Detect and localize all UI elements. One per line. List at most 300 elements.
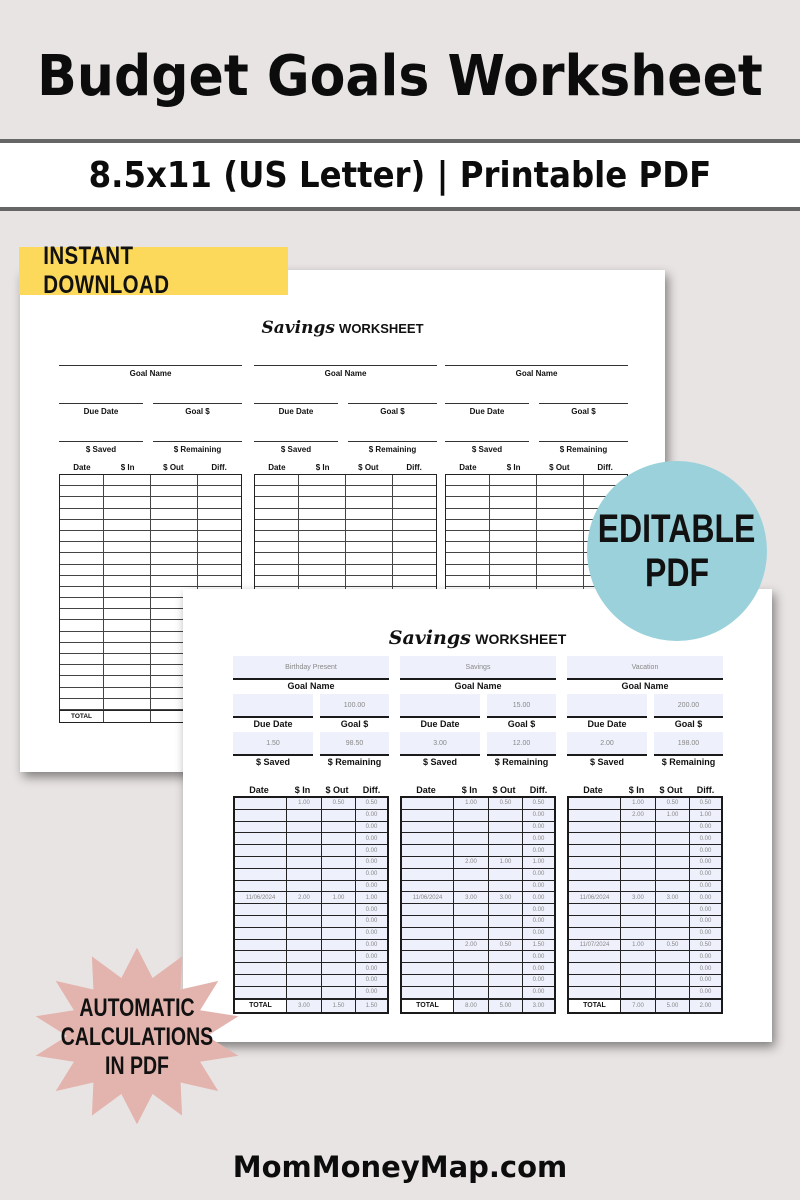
cell[interactable] <box>489 869 523 880</box>
table-row <box>402 987 554 999</box>
cell[interactable] <box>287 904 322 915</box>
cell[interactable] <box>489 881 523 892</box>
cell: 0.00 <box>690 857 721 868</box>
col-date: Date <box>583 785 603 795</box>
remaining-line <box>539 441 628 442</box>
cell[interactable] <box>322 940 356 951</box>
cell[interactable] <box>489 975 523 986</box>
goal-name-label: Goal Name <box>324 369 367 378</box>
cell[interactable] <box>454 916 489 927</box>
cell[interactable]: 1.00 <box>287 798 322 809</box>
cell[interactable] <box>454 822 489 833</box>
cell[interactable]: 11/07/2024 <box>569 940 621 951</box>
remaining-field[interactable]: 12.00 <box>487 732 556 754</box>
col-out: $ Out <box>163 463 184 472</box>
cell[interactable] <box>287 857 322 868</box>
due-date-field[interactable] <box>233 694 313 716</box>
cell[interactable] <box>402 951 454 962</box>
cell[interactable] <box>656 857 690 868</box>
cell[interactable] <box>489 916 523 927</box>
total-cell: TOTAL <box>235 1000 287 1012</box>
cell: 0.00 <box>690 951 721 962</box>
cell[interactable] <box>454 951 489 962</box>
cell[interactable] <box>569 904 621 915</box>
table-row <box>255 565 436 576</box>
table-row <box>255 520 436 531</box>
saved-field[interactable]: 3.00 <box>400 732 480 754</box>
cell[interactable] <box>454 904 489 915</box>
cell: 0.00 <box>523 904 554 915</box>
cell[interactable] <box>621 833 656 844</box>
cell[interactable] <box>569 916 621 927</box>
table-row <box>235 833 387 845</box>
table-row <box>402 963 554 975</box>
table-row <box>402 916 554 928</box>
table-row <box>402 928 554 940</box>
table-header <box>567 785 723 795</box>
cell[interactable] <box>656 881 690 892</box>
auto-label-line1: AUTOMATIC <box>79 994 195 1022</box>
cell[interactable]: 0.50 <box>489 940 523 951</box>
cell[interactable] <box>569 833 621 844</box>
cell[interactable] <box>235 857 287 868</box>
table-row <box>569 940 721 952</box>
cell[interactable] <box>235 916 287 927</box>
cell[interactable]: 3.00 <box>454 892 489 903</box>
table-row <box>402 845 554 857</box>
table-row <box>60 531 241 542</box>
table-row <box>60 576 241 587</box>
cell[interactable] <box>322 833 356 844</box>
editable-label-line1: EDITABLE <box>598 507 756 551</box>
cell: 1.00 <box>356 892 387 903</box>
goal-amount-field[interactable]: 200.00 <box>654 694 723 716</box>
cell: 0.00 <box>356 987 387 998</box>
cell: 0.00 <box>523 987 554 998</box>
cell: 0.00 <box>356 940 387 951</box>
cell: 0.50 <box>523 798 554 809</box>
cell[interactable] <box>454 869 489 880</box>
due-date-field[interactable] <box>400 694 480 716</box>
saved-line <box>254 441 338 442</box>
cell[interactable]: 11/06/2024 <box>569 892 621 903</box>
cell: 1.00 <box>523 857 554 868</box>
cell[interactable] <box>569 810 621 821</box>
table-row <box>402 881 554 893</box>
cell[interactable] <box>454 833 489 844</box>
cell[interactable] <box>235 833 287 844</box>
cell[interactable] <box>322 928 356 939</box>
table-row <box>235 963 387 975</box>
cell[interactable] <box>287 916 322 927</box>
cell[interactable] <box>235 928 287 939</box>
col-out: $ Out <box>492 785 516 795</box>
saved-label: $ Saved <box>589 757 625 767</box>
col-date: Date <box>249 785 269 795</box>
due-date-field[interactable] <box>567 694 647 716</box>
table-row <box>255 542 436 553</box>
table-row <box>235 940 387 952</box>
cell[interactable]: 0.50 <box>656 798 690 809</box>
cell[interactable] <box>322 951 356 962</box>
cell[interactable]: 3.00 <box>489 892 523 903</box>
cell[interactable]: 1.00 <box>621 798 656 809</box>
table-row <box>569 810 721 822</box>
table-row <box>402 940 554 952</box>
cell[interactable] <box>235 822 287 833</box>
table-row <box>235 892 387 904</box>
cell[interactable]: 0.50 <box>656 940 690 951</box>
cell[interactable]: 3.00 <box>656 892 690 903</box>
cell[interactable] <box>621 916 656 927</box>
cell: 0.00 <box>690 916 721 927</box>
cell[interactable] <box>569 822 621 833</box>
cell[interactable]: 1.00 <box>621 940 656 951</box>
cell[interactable] <box>569 928 621 939</box>
cell[interactable] <box>402 987 454 998</box>
cell[interactable] <box>621 975 656 986</box>
cell[interactable] <box>621 869 656 880</box>
cell[interactable] <box>569 951 621 962</box>
table-header <box>400 785 556 795</box>
table-row <box>569 822 721 834</box>
cell[interactable] <box>322 963 356 974</box>
cell[interactable] <box>322 869 356 880</box>
total-cell: 3.00 <box>287 1000 322 1012</box>
goal-name-label: Goal Name <box>515 369 558 378</box>
cell[interactable] <box>402 904 454 915</box>
cell[interactable]: 0.50 <box>489 798 523 809</box>
worksheet-title <box>20 318 665 338</box>
cell[interactable] <box>621 857 656 868</box>
cell[interactable] <box>402 869 454 880</box>
table-header <box>254 463 437 472</box>
cell[interactable] <box>402 916 454 927</box>
cell[interactable] <box>322 881 356 892</box>
cell[interactable] <box>489 833 523 844</box>
cell[interactable] <box>287 951 322 962</box>
cell[interactable] <box>402 833 454 844</box>
table-row <box>255 576 436 587</box>
cell[interactable] <box>287 940 322 951</box>
cell[interactable]: 2.00 <box>454 940 489 951</box>
cell[interactable] <box>287 822 322 833</box>
cell[interactable] <box>402 963 454 974</box>
cell[interactable] <box>322 987 356 998</box>
filled-worksheet-preview <box>183 589 772 1042</box>
table-row <box>569 798 721 810</box>
saved-label: $ Saved <box>422 757 458 767</box>
due-date-line <box>254 403 338 404</box>
cell[interactable] <box>402 881 454 892</box>
col-out: $ Out <box>358 463 379 472</box>
total-row <box>402 999 554 1012</box>
cell: 0.00 <box>523 975 554 986</box>
cell: 0.50 <box>690 798 721 809</box>
cell: 0.00 <box>356 833 387 844</box>
cell[interactable] <box>287 881 322 892</box>
col-diff: Diff. <box>696 785 715 795</box>
total-row: TOTAL <box>60 710 241 722</box>
col-date: Date <box>268 463 286 472</box>
cell[interactable] <box>569 987 621 998</box>
automatic-calculations-badge <box>30 948 244 1124</box>
cell[interactable] <box>621 963 656 974</box>
cell[interactable] <box>569 881 621 892</box>
cell[interactable] <box>489 928 523 939</box>
table-row <box>569 881 721 893</box>
remaining-label: $ Remaining <box>327 757 382 767</box>
cell: 0.00 <box>690 833 721 844</box>
goal-name-field[interactable]: Birthday Present <box>233 656 389 678</box>
cell[interactable] <box>322 810 356 821</box>
table-row <box>446 475 627 486</box>
cell[interactable] <box>489 951 523 962</box>
remaining-line <box>348 441 437 442</box>
total-cell: 5.00 <box>656 1000 690 1012</box>
table-row <box>60 509 241 520</box>
goal-amount-label: Goal $ <box>340 719 369 729</box>
cell[interactable] <box>402 940 454 951</box>
cell[interactable] <box>287 810 322 821</box>
table-row <box>569 904 721 916</box>
saved-label: $ Saved <box>471 445 503 454</box>
cell[interactable] <box>656 928 690 939</box>
cell[interactable] <box>656 975 690 986</box>
col-diff: Diff. <box>597 463 613 472</box>
table-row <box>60 475 241 486</box>
cell[interactable] <box>621 987 656 998</box>
table-header <box>233 785 389 795</box>
total-cell: 5.00 <box>489 1000 523 1012</box>
cell[interactable] <box>489 810 523 821</box>
table-row <box>60 486 241 497</box>
subtitle-band <box>0 139 800 211</box>
goal-name-line <box>445 365 628 366</box>
table-row <box>402 798 554 810</box>
cell[interactable] <box>322 845 356 856</box>
total-cell: TOTAL <box>402 1000 454 1012</box>
col-in: $ In <box>120 463 135 472</box>
cell[interactable] <box>489 904 523 915</box>
cell[interactable] <box>656 987 690 998</box>
remaining-line <box>153 441 242 442</box>
total-cell: 8.00 <box>454 1000 489 1012</box>
col-out: $ Out <box>549 463 570 472</box>
cell[interactable] <box>402 822 454 833</box>
cell[interactable]: 1.00 <box>489 857 523 868</box>
transactions-table <box>400 796 556 1014</box>
cell[interactable]: 11/06/2024 <box>235 892 287 903</box>
goal-name-field[interactable]: Vacation <box>567 656 723 678</box>
worksheet-title-script: Savings <box>388 627 471 649</box>
remaining-label: $ Remaining <box>368 445 417 454</box>
cell[interactable] <box>402 928 454 939</box>
cell: 0.00 <box>356 975 387 986</box>
remaining-field[interactable]: 98.50 <box>320 732 389 754</box>
goal-amount-field[interactable]: 15.00 <box>487 694 556 716</box>
remaining-label: $ Remaining <box>494 757 549 767</box>
cell[interactable]: 2.00 <box>287 892 322 903</box>
goal-amount-label: Goal $ <box>571 407 596 416</box>
cell[interactable] <box>454 845 489 856</box>
cell[interactable] <box>287 928 322 939</box>
cell[interactable] <box>569 845 621 856</box>
table-row <box>235 798 387 810</box>
cell[interactable] <box>621 951 656 962</box>
cell[interactable] <box>402 810 454 821</box>
col-in: $ In <box>506 463 521 472</box>
cell[interactable] <box>235 845 287 856</box>
cell[interactable] <box>569 975 621 986</box>
cell[interactable] <box>454 975 489 986</box>
cell[interactable] <box>454 881 489 892</box>
cell[interactable] <box>656 904 690 915</box>
cell[interactable] <box>656 833 690 844</box>
cell[interactable] <box>402 798 454 809</box>
cell[interactable]: 2.00 <box>621 810 656 821</box>
cell[interactable] <box>322 857 356 868</box>
goal-name-field[interactable]: Savings <box>400 656 556 678</box>
col-date: Date <box>459 463 477 472</box>
cell[interactable] <box>402 975 454 986</box>
cell[interactable] <box>454 928 489 939</box>
cell[interactable]: 11/06/2024 <box>402 892 454 903</box>
cell[interactable] <box>402 857 454 868</box>
table-row <box>255 553 436 564</box>
table-row <box>402 904 554 916</box>
col-in: $ In <box>294 785 311 795</box>
table-row <box>402 975 554 987</box>
cell[interactable]: 1.00 <box>656 810 690 821</box>
total-cell: 1.50 <box>356 1000 387 1012</box>
cell[interactable] <box>489 845 523 856</box>
cell[interactable] <box>287 963 322 974</box>
table-row <box>569 963 721 975</box>
cell[interactable] <box>569 869 621 880</box>
cell[interactable]: 2.00 <box>454 857 489 868</box>
cell[interactable]: 0.50 <box>322 798 356 809</box>
cell: 0.00 <box>523 810 554 821</box>
table-row <box>60 565 241 576</box>
worksheet-title-script: Savings <box>261 318 335 338</box>
cell[interactable] <box>656 951 690 962</box>
table-row <box>446 486 627 497</box>
cell[interactable] <box>235 904 287 915</box>
table-row <box>255 497 436 508</box>
remaining-label: $ Remaining <box>559 445 608 454</box>
table-row <box>402 892 554 904</box>
cell[interactable] <box>454 810 489 821</box>
cell[interactable]: 3.00 <box>621 892 656 903</box>
table-row <box>235 881 387 893</box>
cell[interactable] <box>287 845 322 856</box>
cell: 0.00 <box>523 892 554 903</box>
editable-pdf-badge <box>587 461 767 641</box>
cell: 0.50 <box>690 940 721 951</box>
cell[interactable] <box>489 987 523 998</box>
table-row <box>235 845 387 857</box>
cell: 0.00 <box>523 881 554 892</box>
cell[interactable] <box>489 963 523 974</box>
cell: 0.50 <box>356 798 387 809</box>
cell[interactable] <box>656 916 690 927</box>
table-row <box>235 857 387 869</box>
table-row <box>402 951 554 963</box>
cell[interactable] <box>621 881 656 892</box>
cell[interactable] <box>656 963 690 974</box>
table-row <box>569 916 721 928</box>
cell[interactable] <box>621 822 656 833</box>
cell[interactable] <box>621 904 656 915</box>
cell[interactable] <box>322 904 356 915</box>
cell: 0.00 <box>690 963 721 974</box>
cell[interactable] <box>322 975 356 986</box>
cell[interactable] <box>287 987 322 998</box>
cell[interactable] <box>621 845 656 856</box>
cell[interactable] <box>287 975 322 986</box>
cell[interactable] <box>235 810 287 821</box>
subtitle: 8.5x11 (US Letter) | Printable PDF <box>88 154 712 196</box>
cell: 0.00 <box>690 869 721 880</box>
cell: 0.00 <box>523 822 554 833</box>
cell[interactable] <box>569 857 621 868</box>
cell[interactable] <box>621 928 656 939</box>
cell[interactable] <box>569 798 621 809</box>
table-row <box>255 509 436 520</box>
cell: 0.00 <box>690 845 721 856</box>
table-row <box>235 975 387 987</box>
saved-field[interactable]: 2.00 <box>567 732 647 754</box>
cell[interactable] <box>235 869 287 880</box>
cell[interactable] <box>656 845 690 856</box>
cell: 0.00 <box>690 881 721 892</box>
total-cell: 7.00 <box>621 1000 656 1012</box>
cell: 0.00 <box>356 881 387 892</box>
cell[interactable] <box>322 822 356 833</box>
cell: 0.00 <box>356 951 387 962</box>
cell[interactable] <box>489 822 523 833</box>
worksheet-title-caps: WORKSHEET <box>339 321 424 336</box>
cell[interactable] <box>656 822 690 833</box>
saved-field[interactable]: 1.50 <box>233 732 313 754</box>
goal-amount-line <box>539 403 628 404</box>
cell[interactable] <box>287 869 322 880</box>
cell: 0.00 <box>690 904 721 915</box>
cell: 0.00 <box>523 963 554 974</box>
cell[interactable] <box>235 881 287 892</box>
remaining-label: $ Remaining <box>661 757 716 767</box>
cell[interactable] <box>322 916 356 927</box>
cell[interactable]: 1.00 <box>322 892 356 903</box>
cell[interactable]: 1.00 <box>454 798 489 809</box>
cell[interactable] <box>235 798 287 809</box>
cell[interactable] <box>454 987 489 998</box>
cell[interactable] <box>454 963 489 974</box>
table-row <box>255 486 436 497</box>
cell[interactable] <box>656 869 690 880</box>
cell[interactable] <box>569 963 621 974</box>
table-row <box>402 857 554 869</box>
cell[interactable] <box>287 833 322 844</box>
goal-amount-field[interactable]: 100.00 <box>320 694 389 716</box>
table-row <box>402 869 554 881</box>
footer-site-link[interactable]: MomMoneyMap.com <box>232 1150 568 1184</box>
remaining-field[interactable]: 198.00 <box>654 732 723 754</box>
table-row <box>402 810 554 822</box>
saved-line <box>59 441 143 442</box>
cell[interactable] <box>402 845 454 856</box>
